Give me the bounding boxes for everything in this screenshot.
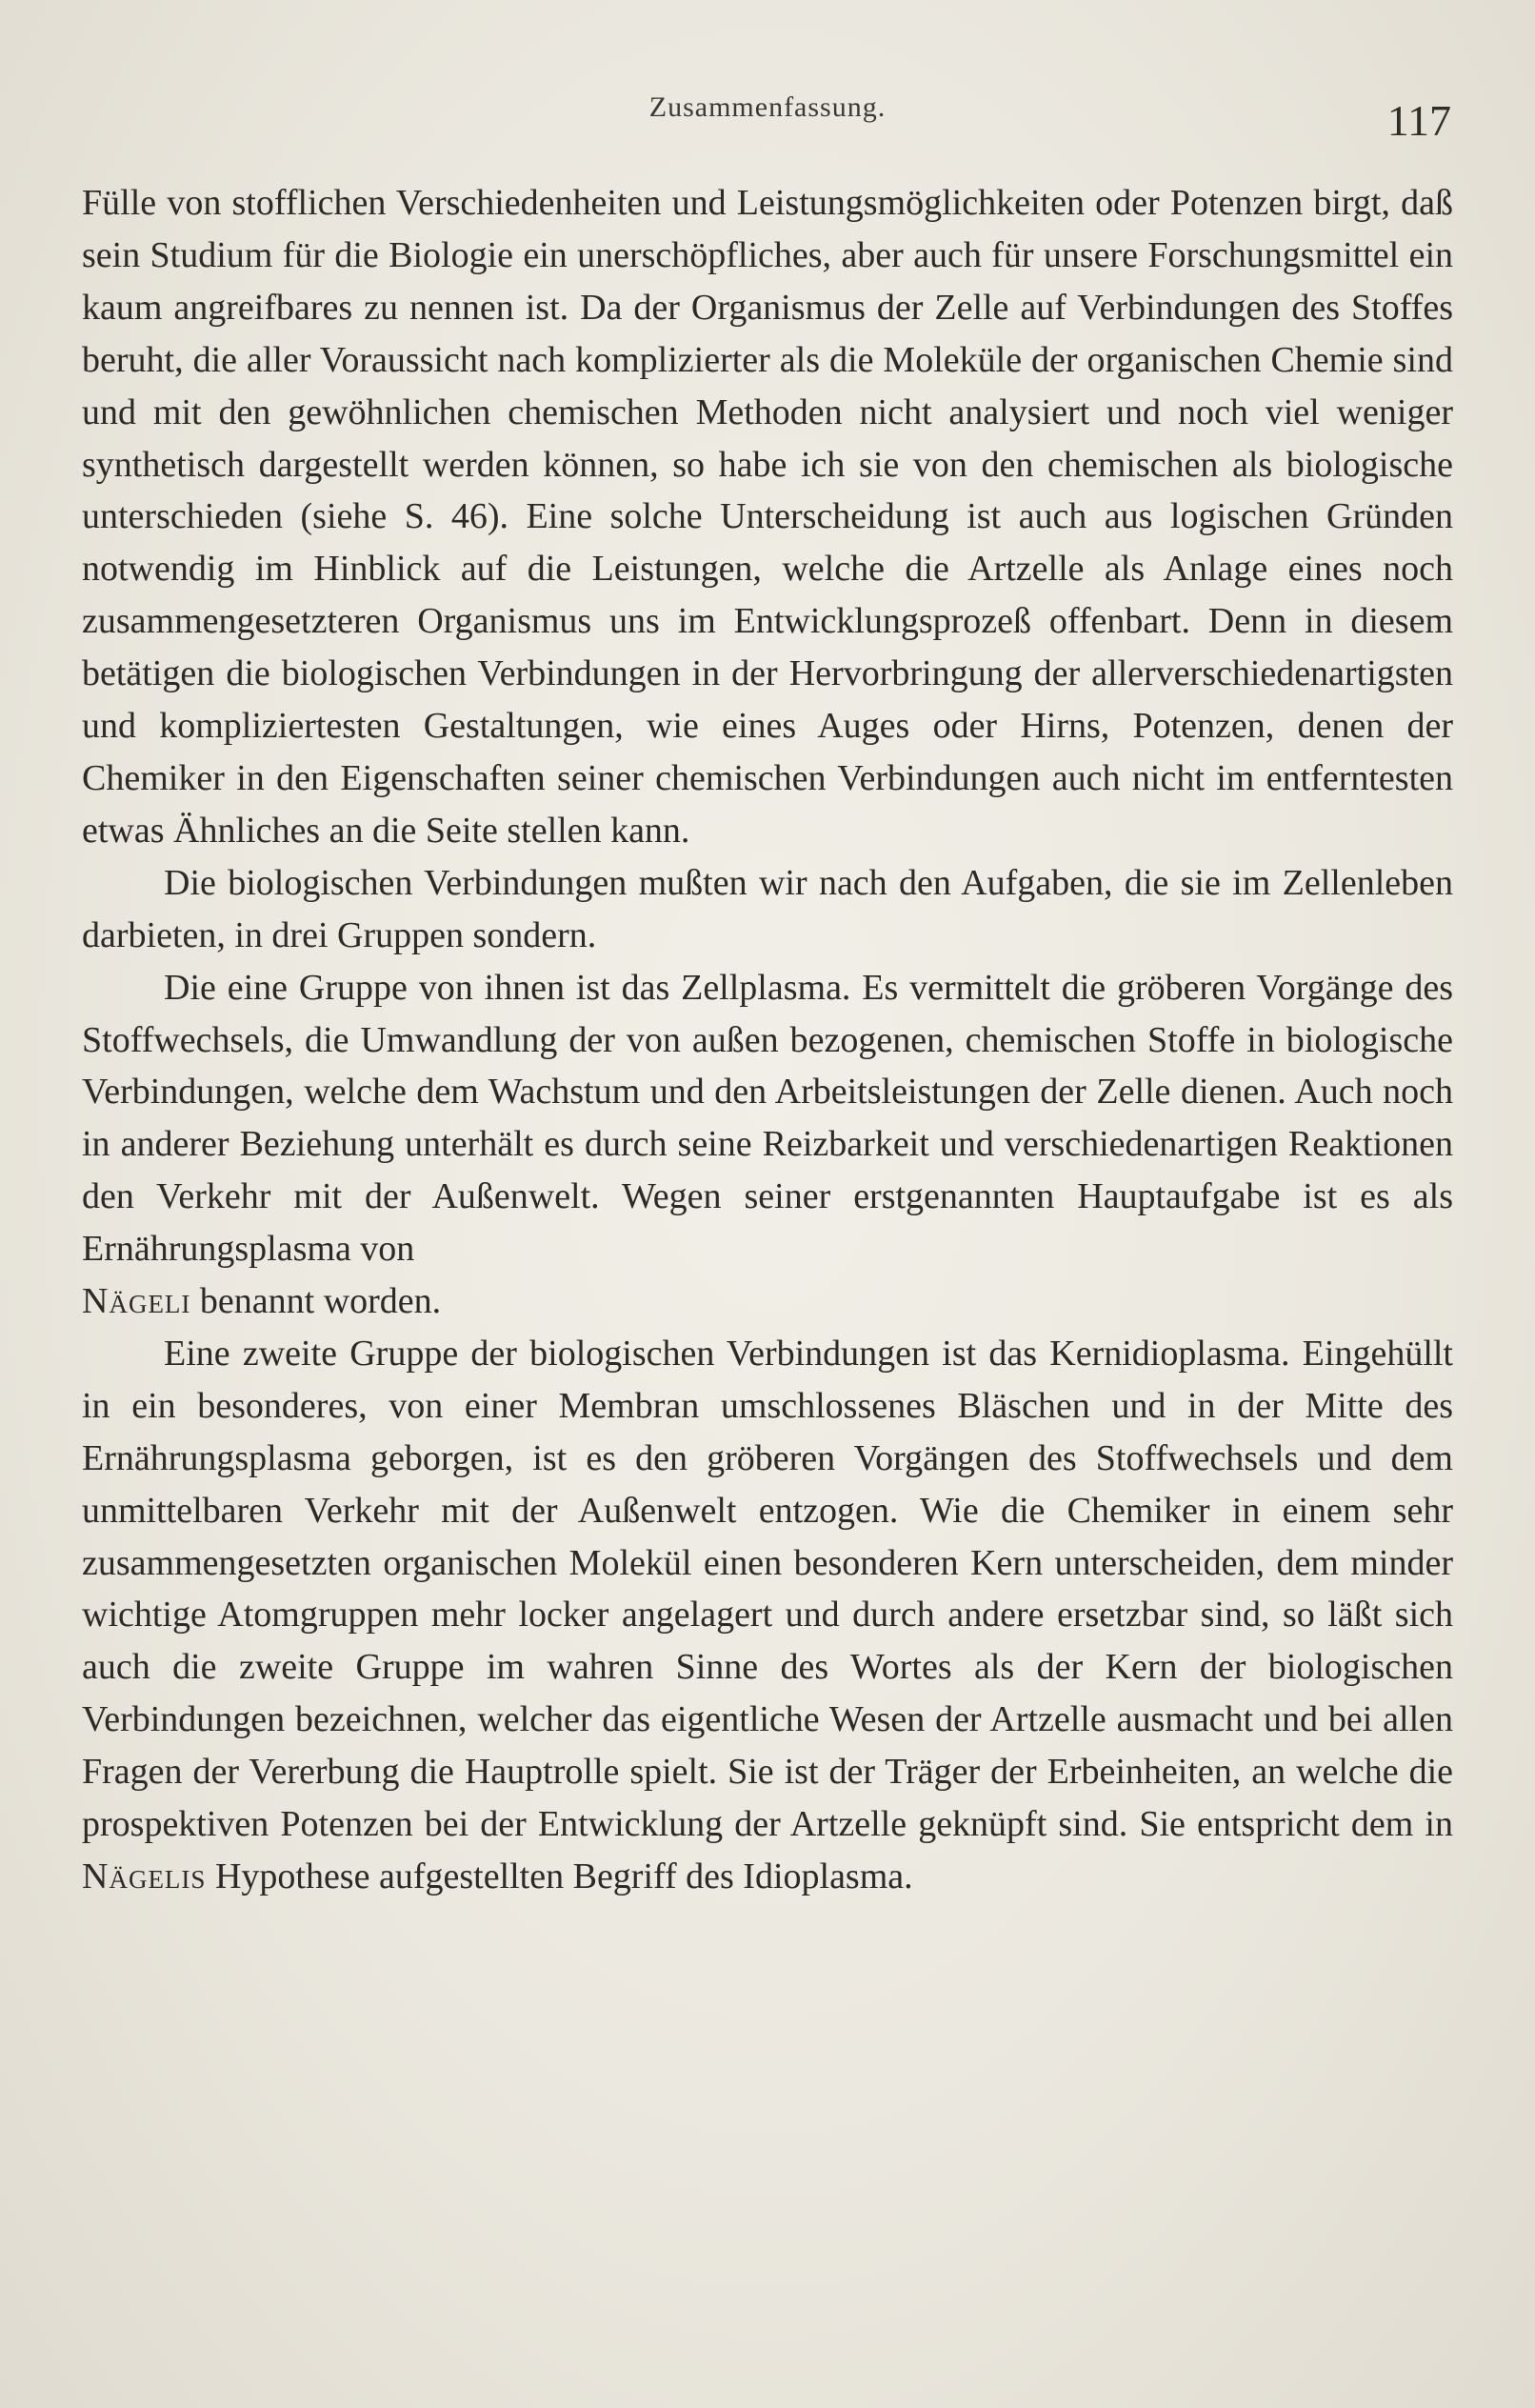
paragraph-4 (82, 1328, 1453, 1903)
body-text (82, 177, 1453, 1903)
author-name-naegeli: Nägeli (82, 1281, 191, 1322)
paragraph-2: Die biologischen Verbindungen mußten wir nach den Aufgaben, die sie im Zellenleben darbieten, in drei Gruppen sondern. (82, 862, 1453, 955)
paragraph-3-text: Die eine Gruppe von ihnen ist das Zellplasma. Es vermittelt die gröberen Vorgänge des Stoffwechsels, die Umwandlung der von außen bezogenen, chemischen Stoffe in biologische Verbindungen, welche dem Wachstum und den Arbeitsleistungen der Zelle dienen. Auch noch in anderer Beziehung unterhält es durch seine Reizbarkeit und verschiedenartigen Reaktionen den Verkehr mit der Außenwelt. Wegen seiner erstgenannten Hauptaufgabe ist es als Ernährungsplasma von (82, 967, 1453, 1270)
author-name-naegelis: Nägelis (82, 1856, 207, 1896)
running-head: Zusammenfassung. (648, 91, 887, 123)
paragraph-3 (82, 962, 1453, 1328)
page-number: 117 (1386, 96, 1451, 145)
paragraph-4-text: Eine zweite Gruppe der biologischen Verbindungen ist das Kernidioplasma. Eingehüllt in ein besonderes, von einer Membran umschlossenes Bläschen und in der Mitte des Ernährungsplasma geborgen, ist es den gröberen Vorgängen des Stoffwechsels und dem unmittelbaren Verkehr mit der Außenwelt entzogen. Wie die Chemiker in einem sehr zusammengesetzten organischen Molekül einen besonderen Kern unterscheiden, dem minder wichtige Atomgruppen mehr locker angelagert und durch andere ersetzbar sind, so läßt sich auch die zweite Gruppe im wahren Sinne des Wortes als der Kern der biologischen Verbindungen bezeichnen, welcher das eigentliche Wesen der Artzelle ausmacht und bei allen Fragen der Vererbung die Hauptrolle spielt. Sie ist der Träger der Erbeinheiten, an welche die prospektiven Potenzen bei der Entwicklung der Artzelle geknüpft sind. Sie entspricht dem in (82, 1333, 1453, 1845)
paragraph-3-end: benannt worden. (190, 1281, 442, 1322)
paragraph-1: Fülle von stofflichen Verschiedenheiten und Leistungsmöglichkeiten oder Potenzen birgt, daß sein Studium für die Biologie ein unerschöpfliches, aber auch für unsere Forschungsmittel ein kaum angreifbares zu nennen ist. Da der Organismus der Zelle auf Verbindungen des Stoffes beruht, die aller Voraussicht nach komplizierter als die Moleküle der organischen Chemie sind und mit den gewöhnlichen chemischen Methoden nicht analysiert und noch viel weniger synthetisch dargestellt werden können, so habe ich sie von den chemischen als biologische unterschieden (siehe S. 46). Eine solche Unterscheidung ist auch aus logischen Gründen notwendig im Hinblick auf die Leistungen, welche die Artzelle als Anlage eines noch zusammengesetzteren Organismus uns im Entwicklungsprozeß offenbart. Denn in diesem betätigen die biologischen Verbindungen in der Hervorbringung der allerverschiedenartigsten und kompliziertesten Gestaltungen, wie eines Auges oder Hirns, Potenzen, denen der Chemiker in den Eigenschaften seiner chemischen Verbindungen auch nicht im entferntesten etwas Ähnliches an die Seite stellen kann. (82, 183, 1453, 851)
paragraph-4-end: Hypothese aufgestellten Begriff des Idioplasma. (206, 1856, 913, 1896)
